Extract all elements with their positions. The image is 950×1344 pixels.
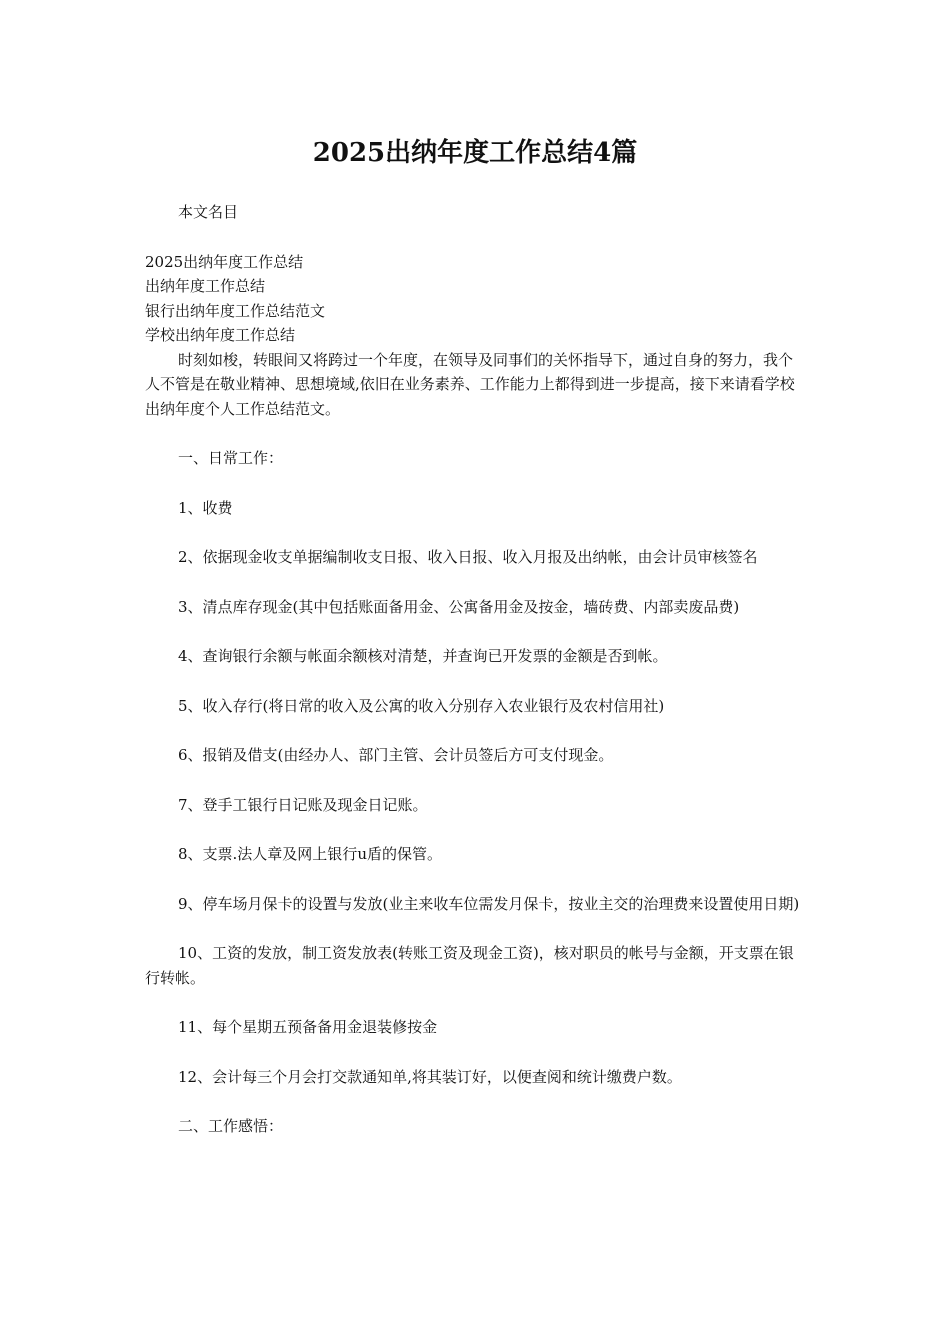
list-item: 11、每个星期五预备备用金退装修按金 <box>178 1018 438 1036</box>
toc-item: 2025出纳年度工作总结 <box>145 252 304 271</box>
toc-item: 学校出纳年度工作总结 <box>145 326 296 344</box>
list-item: 2、依据现金收支单据编制收支日报、收入日报、收入月报及出纳帐，由会计员审核签名 <box>178 548 758 566</box>
list-item: 12、会计每三个月会打交款通知单,将其装订好，以便查阅和统计缴费户数。 <box>178 1067 682 1086</box>
list-item: 4、查询银行余额与帐面余额核对清楚，并查询已开发票的金额是否到帐。 <box>178 647 668 665</box>
list-item: 5、收入存行(将日常的收入及公寓的收入分别存入农业银行及农村信用社) <box>178 696 665 715</box>
list-item: 3、清点库存现金(其中包括账面备用金、公寓备用金及按金，墙砖费、内部卖废品费) <box>178 597 740 616</box>
list-item: 10、工资的发放，制工资发放表(转账工资及现金工资)，核对职员的帐号与金额，开支票在银行转帐。 <box>145 944 794 987</box>
list-item: 9、停车场月保卡的设置与发放(业主来收车位需发月保卡，按业主交的治理费来设置使用日期) <box>178 894 800 913</box>
toc-item: 银行出纳年度工作总结范文 <box>145 301 326 320</box>
document-body <box>145 200 807 1139</box>
table-of-contents <box>145 250 807 348</box>
list-item: 6、报销及借支(由经办人、部门主管、会计员签后方可支付现金。 <box>178 746 614 764</box>
list-item: 8、支票.法人章及网上银行u盾的保管。 <box>178 845 442 863</box>
section-heading-daily-work: 一、日常工作： <box>178 449 284 467</box>
section-heading-reflections: 二、工作感悟： <box>178 1117 284 1135</box>
intro-paragraph: 时刻如梭，转眼间又将跨过一个年度，在领导及同事们的关怀指导下，通过自身的努力，我个人不管是在敬业精神、思想境域,依旧在业务素养、工作能力上都得到进一步提高，接下来请看学校出纳年度个人工作总结范文。 <box>145 350 795 418</box>
list-item: 1、收费 <box>178 498 233 517</box>
toc-heading: 本文名目 <box>178 203 239 221</box>
list-item: 7、登手工银行日记账及现金日记账。 <box>178 795 428 814</box>
toc-item: 出纳年度工作总结 <box>145 277 266 295</box>
document-title: 2025出纳年度工作总结4篇 <box>312 138 638 168</box>
